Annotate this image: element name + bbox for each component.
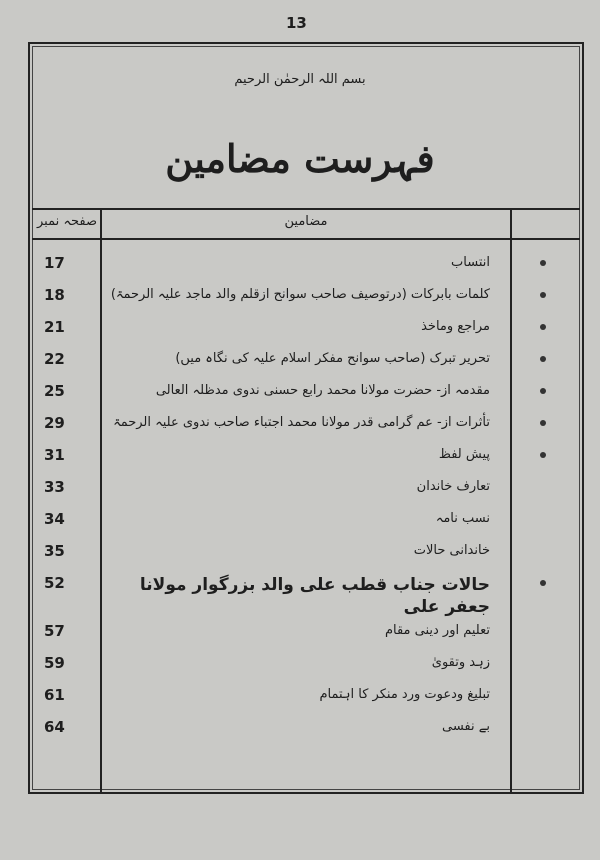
toc-entry-title: حالات جناب قطب علی والد بزرگوار مولانا جعفر علی — [139, 575, 490, 617]
toc-row — [32, 506, 580, 538]
table-top-rule — [32, 208, 580, 210]
toc-page-number: 52 — [44, 574, 65, 592]
bullet-icon — [540, 420, 546, 426]
toc-entry-title: مراجع وماخذ — [421, 319, 490, 334]
toc-entry-title: پیش لفظ — [438, 447, 490, 462]
toc-page-number: 33 — [44, 478, 65, 496]
bullet-icon — [540, 260, 546, 266]
toc-entry-title: زہد وتقویٰ — [431, 655, 490, 670]
table-header-rule — [32, 238, 580, 240]
bullet-icon — [540, 292, 546, 298]
bullet-icon — [540, 580, 546, 586]
toc-row — [32, 314, 580, 346]
bullet-icon — [540, 324, 546, 330]
toc-row — [32, 618, 580, 650]
page-title: فہرست مضامین — [165, 136, 435, 181]
toc-entry-title: تعلیم اور دینی مقام — [384, 623, 490, 638]
toc-page-number: 34 — [44, 510, 65, 528]
toc-row — [32, 682, 580, 714]
toc-entry-title: بے نفسی — [442, 719, 490, 734]
header-page-no: صفحہ نمبر — [37, 214, 97, 229]
toc-entry-title: تعارف خاندان — [416, 479, 490, 494]
toc-entry-title: تحریر تبرک (صاحب سوانح مفکر اسلام علیہ کی نگاہ میں) — [175, 351, 490, 366]
toc-row — [32, 378, 580, 410]
toc-page-number: 64 — [44, 718, 65, 736]
toc-entry-title: انتساب — [451, 255, 490, 270]
toc-entry-title: تبلیغ ودعوت ورد منکر کا اہتمام — [319, 687, 490, 702]
toc-page-number: 61 — [44, 686, 65, 704]
bullet-icon — [540, 388, 546, 394]
toc-row — [32, 346, 580, 378]
toc-row — [32, 410, 580, 442]
toc-page-number: 29 — [44, 414, 65, 432]
toc-row — [32, 282, 580, 314]
toc-entry-title: کلمات بابرکات (درتوصیف صاحب سوانح ازقلم والد ماجد علیہ الرحمۃ) — [110, 287, 490, 302]
toc-entry-title: نسب نامہ — [435, 511, 490, 526]
bismillah: بسم اللہ الرحمٰن الرحیم — [234, 72, 366, 87]
toc-row — [32, 714, 580, 746]
toc-entry-title: خاندانی حالات — [413, 543, 490, 558]
toc-page-number: 22 — [44, 350, 65, 368]
toc-page-number: 57 — [44, 622, 65, 640]
toc-row — [32, 570, 580, 618]
toc-page-number: 35 — [44, 542, 65, 560]
toc-row — [32, 442, 580, 474]
toc-entry-title: تأثرات از- عم گرامی قدر مولانا محمد اجتباء صاحب ندوی علیہ الرحمۃ — [113, 415, 490, 430]
toc-row — [32, 538, 580, 570]
toc-row — [32, 474, 580, 506]
header-contents: مضامین — [284, 214, 328, 229]
bullet-icon — [540, 452, 546, 458]
page-number: 13 — [286, 14, 307, 32]
toc-page-number: 18 — [44, 286, 65, 304]
toc-page-number: 17 — [44, 254, 65, 272]
toc-page-number: 21 — [44, 318, 65, 336]
bullet-icon — [540, 356, 546, 362]
toc-row — [32, 650, 580, 682]
toc-page-number: 25 — [44, 382, 65, 400]
toc-list — [32, 250, 580, 746]
toc-page-number: 59 — [44, 654, 65, 672]
toc-row — [32, 250, 580, 282]
toc-entry-title: مقدمہ از- حضرت مولانا محمد رابع حسنی ندوی مدظلہ العالی — [155, 383, 490, 398]
toc-page-number: 31 — [44, 446, 65, 464]
